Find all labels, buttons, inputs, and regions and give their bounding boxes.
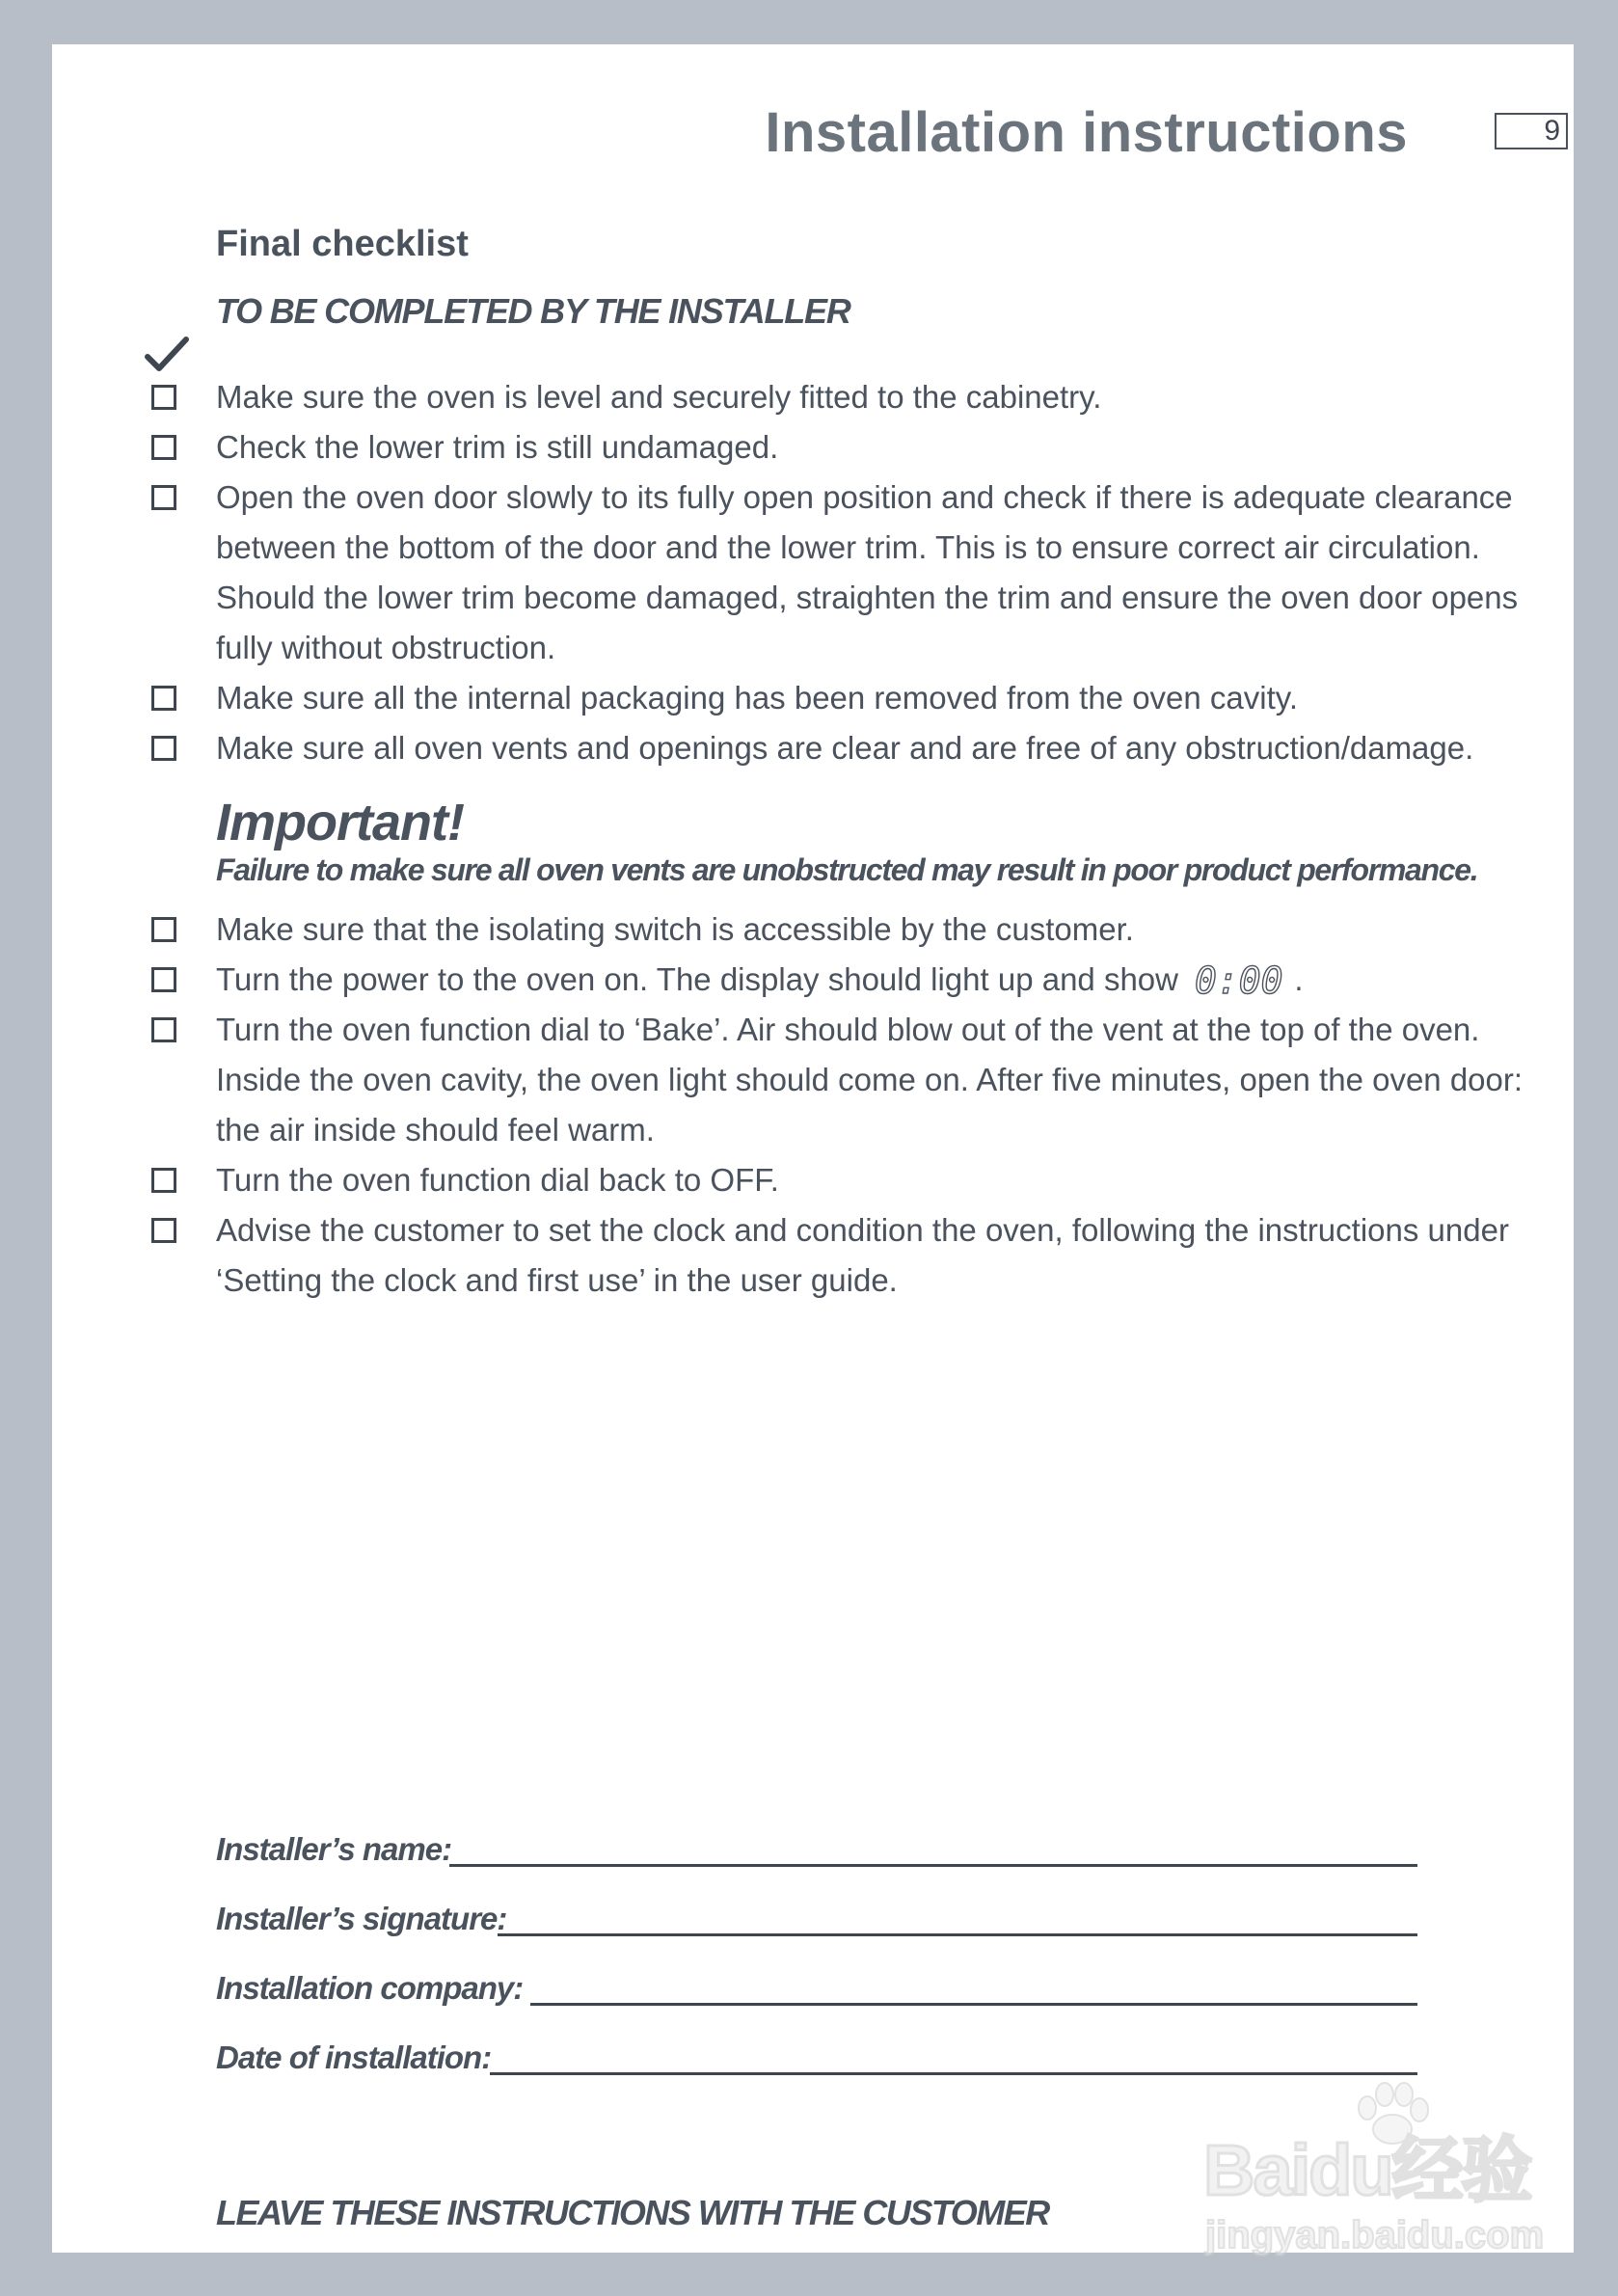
- checklist-item-text: Check the lower trim is still undamaged.: [216, 429, 779, 465]
- section-title: Final checklist: [216, 224, 469, 264]
- checklist-item-text: Turn the oven function dial back to OFF.: [216, 1162, 779, 1198]
- checkbox[interactable]: [151, 1168, 176, 1193]
- installation-company-label: Installation company:: [216, 1970, 524, 2006]
- checklist-item-text: Make sure that the isolating switch is accessible by the customer.: [216, 911, 1134, 947]
- checklist-item-text: Make sure all oven vents and openings are clear and are free of any obstruction/damage.: [216, 730, 1474, 766]
- checklist-item-text: Advise the customer to set the clock and condition the oven, following the instructions under ‘Setting the clock and first use’ in the user guide.: [216, 1212, 1509, 1298]
- checkmark-icon: [145, 336, 189, 376]
- watermark: [1203, 2091, 1579, 2274]
- checkbox[interactable]: [151, 917, 176, 942]
- important-text: Failure to make sure all oven vents are unobstructed may result in poor product performance.: [216, 852, 1478, 887]
- checkbox[interactable]: [151, 1218, 176, 1243]
- checkbox[interactable]: [151, 736, 176, 761]
- page-header-title: Installation instructions: [765, 101, 1408, 164]
- installer-signature-field[interactable]: [216, 1898, 1417, 1940]
- checkbox[interactable]: [151, 485, 176, 510]
- important-heading: Important!: [216, 794, 464, 851]
- installation-date-line[interactable]: [490, 2072, 1417, 2075]
- page-number: 9: [1495, 113, 1568, 149]
- checkbox[interactable]: [151, 435, 176, 460]
- watermark-brand: Baidu经验: [1203, 2130, 1531, 2210]
- checklist-item-text: Make sure the oven is level and securely fitted to the cabinetry.: [216, 379, 1102, 415]
- installation-company-line[interactable]: [530, 2003, 1417, 2006]
- installer-signature-line[interactable]: [498, 1933, 1417, 1936]
- installation-company-field[interactable]: [216, 1967, 1417, 2010]
- footer-note: LEAVE THESE INSTRUCTIONS WITH THE CUSTOMER: [216, 2193, 1049, 2232]
- installer-name-label: Installer’s name:: [216, 1831, 452, 1867]
- watermark-url: jingyan.baidu.com: [1205, 2214, 1545, 2256]
- installer-note: TO BE COMPLETED BY THE INSTALLER: [216, 291, 850, 331]
- display-readout: [1193, 962, 1285, 1001]
- checklist-item-text: Turn the oven function dial to ‘Bake’. Air should blow out of the vent at the top of the oven. Inside the oven cavity, the oven light should come on. After five minutes, open the oven door: the air inside should feel warm.: [216, 1012, 1524, 1148]
- installer-name-field[interactable]: [216, 1828, 1417, 1871]
- checkbox[interactable]: [151, 385, 176, 410]
- installer-name-line[interactable]: [449, 1864, 1417, 1867]
- checkbox[interactable]: [151, 686, 176, 711]
- checklist-item-text: Open the oven door slowly to its fully open position and check if there is adequate clearance between the bottom of the door and the lower trim. This is to ensure correct air circulation. Should the lower trim become damaged, straighten the trim and ensure the oven door opens fully without obstruction.: [216, 479, 1519, 665]
- checklist-item-text: Make sure all the internal packaging has been removed from the oven cavity.: [216, 680, 1298, 716]
- checklist-item-text-main: Turn the power to the oven on. The display should light up and show: [216, 961, 1178, 997]
- checklist-item-text: [216, 955, 1547, 1005]
- document-page: [52, 44, 1574, 2256]
- installer-signature-label: Installer’s signature:: [216, 1901, 507, 1936]
- display-readout-text: 0:00: [1195, 962, 1283, 1002]
- checkbox[interactable]: [151, 1017, 176, 1042]
- installation-date-label: Date of installation:: [216, 2039, 492, 2075]
- checklist-item-text-suffix: .: [1294, 961, 1304, 997]
- installation-date-field[interactable]: [216, 2037, 1417, 2079]
- checkbox[interactable]: [151, 967, 176, 992]
